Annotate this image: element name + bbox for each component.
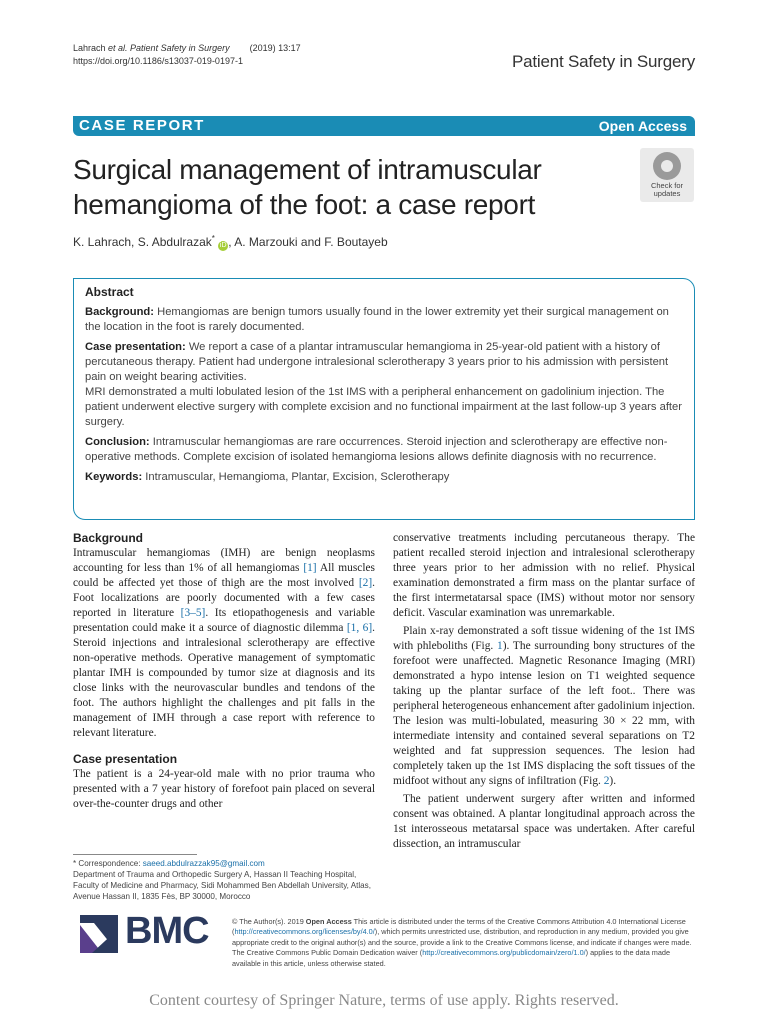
ref-link-3[interactable]: [3–5] <box>180 607 206 619</box>
authors-first: K. Lahrach, S. Abdulrazak <box>73 235 212 249</box>
orcid-icon[interactable]: iD <box>219 242 227 249</box>
abstract-heading: Abstract <box>85 285 134 299</box>
background-text: Hemangiomas are benign tumors usually found in the lower extremity yet their surgical management on the location in the foot is rarely documented. <box>85 306 669 333</box>
article-title: Surgical management of intramuscular hemangioma of the foot: a case report <box>73 154 542 220</box>
abstract-case2: MRI demonstrated a multi lobulated lesion of the 1st IMS with a peripheral enhancement on gadolinium injection. The patient underwent elective surgery with complete excision and no functional impairment at the last follow-up 3 years after surgery. <box>85 386 682 428</box>
case-presentation-heading: Case presentation <box>73 752 178 766</box>
affiliation: Department of Trauma and Orthopedic Surgery A, Hassan II Teaching Hospital, Faculty of Medicine and Pharmacy, Sidi Mohammed Ben Abdellah University, Atlas, Avenue Hassan II, 1835 Fès, BP 30000, Morocco <box>73 870 371 901</box>
abstract-background <box>85 305 683 335</box>
footnote <box>73 858 379 902</box>
license-oa: Open Access <box>305 917 352 926</box>
check-for-updates-badge[interactable] <box>640 148 694 202</box>
conclusion-label: Conclusion: <box>85 436 150 448</box>
conclusion-text: Intramuscular hemangiomas are rare occurrences. Steroid injection and sclerotherapy are effective non-operative methods. Complete excision of isolated hemangioma lesions allows definite diagnosis with no recurrence. <box>85 436 668 463</box>
citation-authors: Lahrach <box>73 43 109 53</box>
keywords-text: Intramuscular, Hemangioma, Plantar, Excision, Sclerotherapy <box>142 471 450 483</box>
license-url-2[interactable]: http://creativecommons.org/publicdomain/zero/1.0/ <box>422 948 586 958</box>
right-paragraph-2 <box>393 624 695 789</box>
p2-text-c: ). <box>609 775 617 787</box>
open-access-label: Open Access <box>598 118 687 134</box>
left-column <box>73 531 375 812</box>
correspondence-label: * Correspondence: <box>73 859 143 868</box>
check-updates-line2: updates <box>653 189 681 198</box>
bmc-mark-icon <box>80 915 118 953</box>
footnote-divider <box>73 854 197 855</box>
case-report-banner <box>73 116 695 136</box>
authors-rest: , A. Marzouki and F. Boutayeb <box>228 235 388 249</box>
right-paragraph-3: The patient underwent surgery after written and informed consent was obtained. A plantar longitudinal approach across the 1st interosseous metatarsal space was undertaken. After careful dissection, an intramuscular <box>393 793 695 850</box>
case-label: Case presentation: <box>85 341 186 353</box>
keywords-label: Keywords: <box>85 471 143 483</box>
bg-text-c: . Foot localizations are poorly documented with a few cases reported in literature <box>73 577 375 619</box>
case-presentation-paragraph: The patient is a 24-year-old male with no prior trauma who presented with a 7 year history of forefoot pain placed on several over-the-counter drugs and other <box>73 768 375 810</box>
background-label: Background: <box>85 306 154 318</box>
case-text: We report a case of a plantar intramuscular hemangioma in 25-year-old patient with a history of percutaneous therapy. Patient had undergone intralesional sclerotherapy 3 years prior to his admission with persistent pain on weight bearing activities. <box>85 341 669 383</box>
journal-name: Patient Safety in Surgery <box>511 52 695 71</box>
ref-link-2[interactable]: [2] <box>358 577 373 589</box>
p2-text-a: Plain x-ray demonstrated a soft tissue widening of the 1st IMS with phleboliths (Fig. <box>393 625 695 652</box>
fig-link-1[interactable]: 1 <box>497 640 503 652</box>
bg-text-d: . Its etiopathogenesis and variable presentation could make it a source of diagnostic dilemma <box>73 607 375 634</box>
abstract-case <box>85 340 683 385</box>
courtesy-notice: Content courtesy of Springer Nature, terms of use apply. Rights reserved. <box>149 992 619 1009</box>
bg-text-b: All muscles could be affected yet those of thigh are the most involved <box>73 562 375 589</box>
article-type-label: CASE REPORT <box>79 117 205 134</box>
background-paragraph <box>73 546 375 741</box>
citation-journal: et al. Patient Safety in Surgery <box>108 43 230 53</box>
check-updates-icon <box>653 152 681 180</box>
bg-text-a: Intramuscular hemangiomas (IMH) are benign neoplasms accounting for less than 1% of all hemangiomas <box>73 547 375 574</box>
license-b: This article is distributed under the terms of the Creative Commons Attribution 4.0 International License ( <box>232 917 686 937</box>
abstract-box <box>73 278 695 520</box>
doi-link[interactable]: https://doi.org/10.1186/s13037-019-0197-1 <box>73 56 243 66</box>
p2-text-b: ). The surrounding bony structures of the forefoot were unaffected. Magnetic Resonance Imaging (MRI) demonstrated a hypo intense lesion on T1 weighted sequence taking up the plantar surface of the left foot.. There was peripheral heterogeneous enhancement after gadolinium injection. The lesion was multi-lobulated, measuring 30 × 22 mm, with intermediate intensity and contained several separations on T2 weighted and fat suppression sequences. The lesion had completely taken up the 1st IMS displacing the soft tissues of the midfoot without any signs of infiltration (Fig. <box>393 640 695 787</box>
bmc-text: BMC <box>125 910 209 952</box>
license-url-1[interactable]: http://creativecommons.org/licenses/by/4.0/ <box>234 927 375 937</box>
abstract-keywords <box>85 470 683 485</box>
author-list <box>73 234 388 251</box>
citation <box>73 42 301 68</box>
citation-volume: (2019) 13:17 <box>249 43 301 53</box>
abstract-conclusion <box>85 435 683 465</box>
bmc-logo <box>80 912 220 956</box>
license-text <box>232 917 695 969</box>
bg-text-e: . Steroid injections and intralesional sclerotherapy are effective non-operative methods. Operative management of symptomatic plantar IMH is compounded by tumor size at diagnosis and its close links with the neurovascular bundles and tendons of the foot. The authors highlight the challenges and pit falls in the management of IMH through a case report with reference to relevant literature. <box>73 622 375 739</box>
correspondence-email[interactable]: saeed.abdulrazzak95@gmail.com <box>142 859 265 868</box>
corresponding-mark: * <box>211 234 215 243</box>
right-column <box>393 531 695 852</box>
ref-link-1[interactable]: [1] <box>303 562 317 574</box>
fig-link-2[interactable]: 2 <box>603 775 610 787</box>
ref-link-4[interactable]: [1, 6] <box>346 622 373 634</box>
license-a: © The Author(s). 2019 <box>232 917 306 926</box>
background-heading: Background <box>73 531 144 545</box>
right-paragraph-1: conservative treatments including percutaneous therapy. The patient recalled steroid injection and intralesional sclerotherapy three years prior to her admission with no relief. Physical examination demonstrated a firm mass on the plantar surface of the first intermetatarsal space (IMS) without motor nor sensory deficit. Vascular examination was unremarkable. <box>393 532 695 619</box>
check-updates-line1: Check for <box>650 181 684 190</box>
license-d: ) applies to the data made available in this article, unless otherwise stated. <box>232 948 671 968</box>
license-c: ), which permits unrestricted use, distribution, and reproduction in any medium, provided you give appropriate credit to the original author(s) and the source, provide a link to the Creative Commons license, and indicate if changes were made. The Creative Commons Public Domain Dedication waiver ( <box>232 927 692 958</box>
